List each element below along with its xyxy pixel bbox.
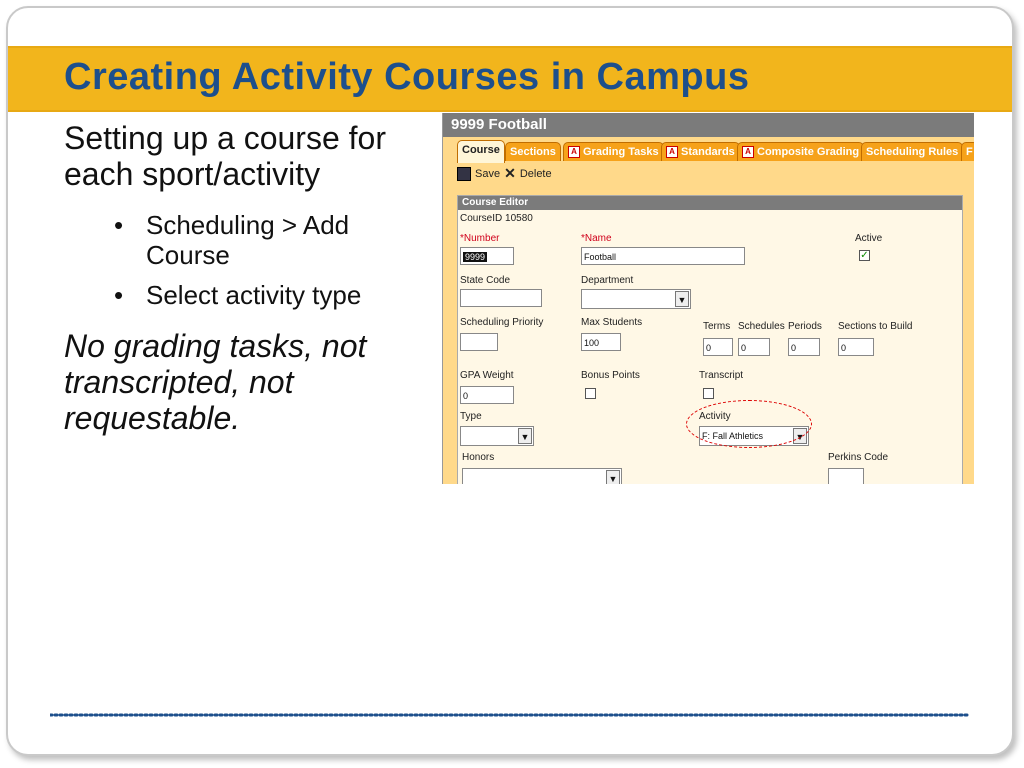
max-students-label: Max Students <box>581 317 643 328</box>
perkins-input[interactable] <box>828 468 864 484</box>
schedules-input[interactable]: 0 <box>738 338 770 356</box>
type-label: Type <box>460 411 482 422</box>
note-text: No grading tasks, not transcripted, not requestable. <box>64 328 367 436</box>
toolbar <box>457 165 552 182</box>
title-band <box>8 46 1012 112</box>
periods-input[interactable]: 0 <box>788 338 820 356</box>
honors-label: Honors <box>462 452 495 463</box>
slide-title: Creating Activity Courses in Campus <box>64 56 750 98</box>
save-icon[interactable] <box>457 167 471 181</box>
bullet-glyph: • <box>114 210 124 240</box>
lead-text: Setting up a course for each sport/activity <box>64 120 386 192</box>
terms-label: Terms <box>703 321 731 332</box>
schedules-label: Schedules <box>738 321 785 332</box>
bullet-text: Scheduling > Add Course <box>146 210 350 270</box>
bullet-text: Select activity type <box>146 280 362 310</box>
tab-label: Scheduling Rules <box>866 146 959 158</box>
transcript-label: Transcript <box>699 370 744 381</box>
bullet-list <box>64 210 424 310</box>
tab-composite-grading[interactable] <box>737 142 864 161</box>
state-code-label: State Code <box>460 275 511 286</box>
tab-standards[interactable] <box>661 142 740 161</box>
terms-input[interactable]: 0 <box>703 338 733 356</box>
periods-label: Periods <box>788 321 822 332</box>
tab-sections[interactable] <box>505 142 561 161</box>
number-input[interactable] <box>460 247 514 265</box>
active-checkbox[interactable]: ✓ <box>860 250 869 261</box>
gpa-label: GPA Weight <box>460 370 514 381</box>
sections-input[interactable]: 0 <box>838 338 874 356</box>
gpa-input[interactable]: 0 <box>460 386 514 404</box>
tab-scheduling-rules[interactable] <box>861 142 963 161</box>
state-code-input[interactable] <box>460 289 542 307</box>
tab-label: Sections <box>510 146 556 158</box>
bullet-item <box>114 280 424 310</box>
course-header: 9999 Football <box>443 113 974 137</box>
save-button[interactable]: Save <box>475 167 501 180</box>
tab-bar <box>443 138 974 162</box>
transcript-checkbox[interactable] <box>703 388 714 399</box>
tab-label: Grading Tasks <box>583 146 659 158</box>
tab-grading-tasks[interactable] <box>563 142 664 161</box>
chevron-down-icon: ▼ <box>518 428 532 444</box>
dotted-divider <box>50 712 970 718</box>
tab-label: Course <box>462 144 500 156</box>
tab-label: Standards <box>681 146 735 158</box>
course-editor <box>457 195 963 484</box>
sched-priority-input[interactable] <box>460 333 498 351</box>
bullet-item <box>114 210 424 270</box>
department-label: Department <box>581 275 634 286</box>
honors-select[interactable] <box>462 468 622 484</box>
sections-label: Sections to Build <box>838 321 913 332</box>
slide-body <box>64 120 424 436</box>
active-label: Active <box>855 233 883 244</box>
course-id: CourseID 10580 <box>460 213 533 224</box>
chevron-down-icon: ▼ <box>793 428 807 444</box>
tab-label: F <box>966 146 973 158</box>
name-label: *Name <box>581 233 612 244</box>
highlight-ellipse <box>686 400 812 448</box>
chevron-down-icon: ▼ <box>606 470 620 484</box>
delete-icon[interactable]: ✕ <box>504 165 516 181</box>
tab-label: Composite Grading <box>757 146 860 158</box>
perkins-label: Perkins Code <box>828 452 889 463</box>
pdf-icon: A <box>568 146 580 158</box>
number-label: *Number <box>460 233 500 244</box>
bullet-glyph: • <box>114 280 124 310</box>
type-select[interactable] <box>460 426 534 446</box>
max-students-input[interactable]: 100 <box>581 333 621 351</box>
delete-button[interactable]: Delete <box>519 167 552 180</box>
activity-label: Activity <box>699 411 731 422</box>
editor-header: Course Editor <box>458 196 962 210</box>
pdf-icon: A <box>666 146 678 158</box>
pdf-icon: A <box>742 146 754 158</box>
activity-value: F: Fall Athletics <box>702 431 764 441</box>
bonus-label: Bonus Points <box>581 370 640 381</box>
tab-course[interactable] <box>457 140 505 163</box>
campus-screenshot <box>442 113 974 484</box>
bonus-checkbox[interactable] <box>585 388 596 399</box>
chevron-down-icon: ▼ <box>675 291 689 307</box>
department-select[interactable] <box>581 289 691 309</box>
number-value: 9999 <box>465 252 486 262</box>
name-input[interactable]: Football <box>581 247 745 265</box>
tab-more[interactable] <box>961 142 974 161</box>
sched-priority-label: Scheduling Priority <box>460 317 544 328</box>
